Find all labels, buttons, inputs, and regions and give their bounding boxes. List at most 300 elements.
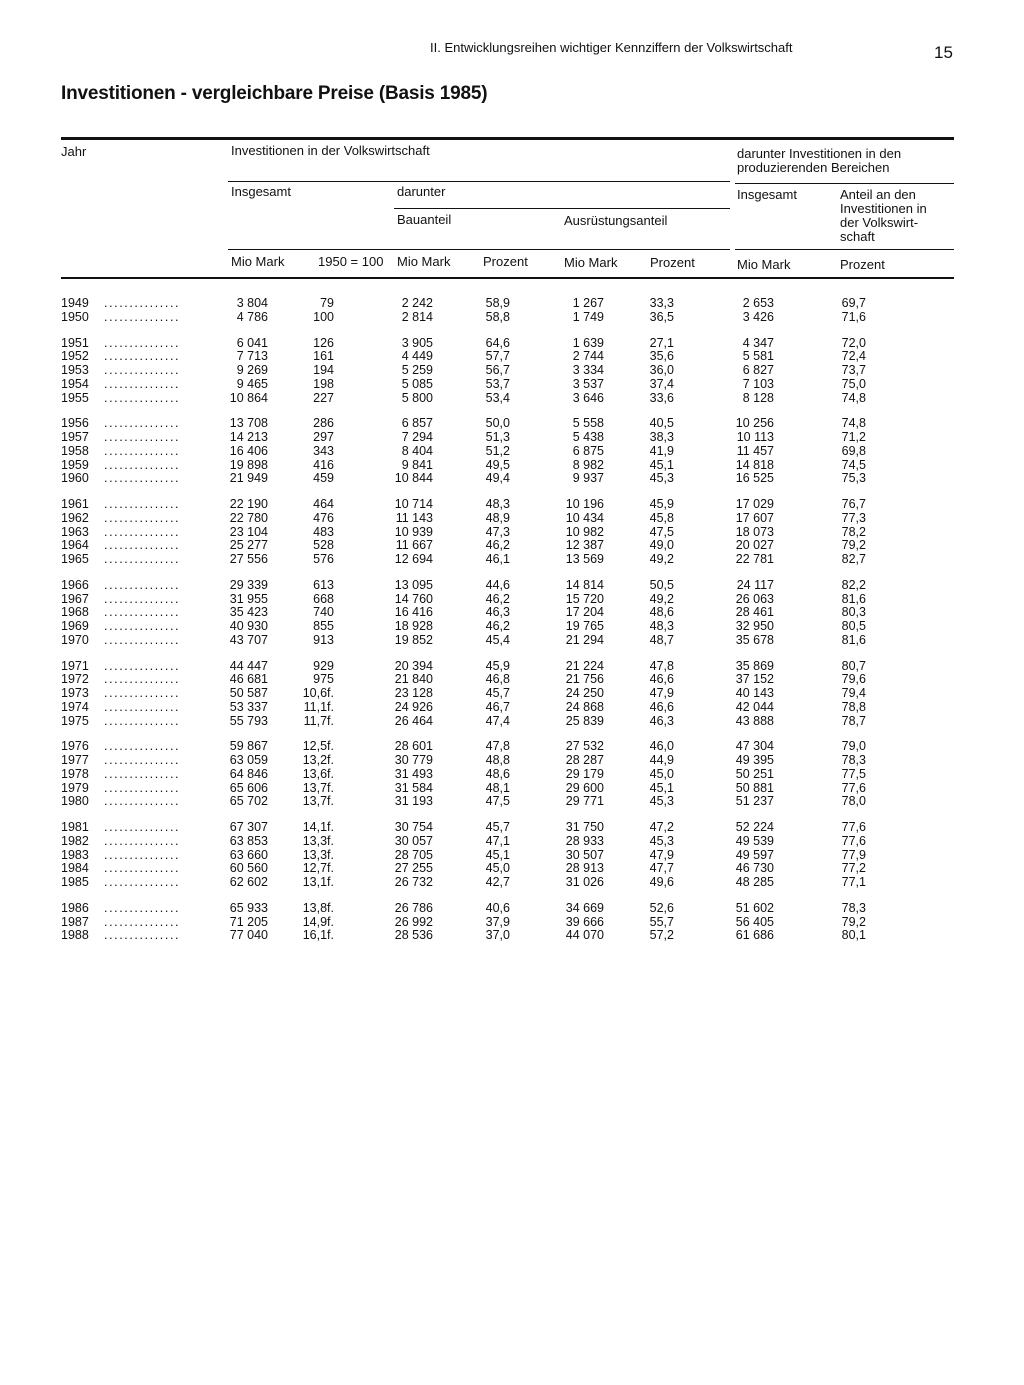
- cell-investitionen-insgesamt: 43 707: [229, 632, 268, 647]
- cell-bauanteil-prozent: 45,7: [485, 820, 510, 834]
- table-row: [0, 336, 1024, 350]
- table-row: [0, 349, 1024, 363]
- cell-investitionen-insgesamt: 77 040: [229, 928, 268, 943]
- cell-ausruestung-prozent: 45,3: [649, 833, 674, 848]
- cell-year: 1969: [61, 619, 89, 633]
- cell-bauanteil-prozent: 48,1: [485, 780, 510, 795]
- cell-produzierend-insgesamt: 4 347: [742, 335, 774, 350]
- unit-mio-mark-4: Mio Mark: [737, 257, 791, 272]
- cell-ausruestung-prozent: 45,1: [649, 457, 674, 472]
- cell-year: 1967: [61, 591, 89, 606]
- cell-anteil-prozent: 74,8: [841, 390, 866, 405]
- cell-year: 1976: [61, 739, 89, 754]
- cell-produzierend-insgesamt: 16 525: [735, 471, 774, 486]
- cell-ausruestung-mio: 21 224: [565, 658, 604, 673]
- cell-bauanteil-mio: 11 667: [395, 538, 433, 553]
- cell-bauanteil-prozent: 50,0: [485, 416, 510, 431]
- cell-year: 1975: [61, 713, 89, 728]
- table-row: [0, 363, 1024, 377]
- leader-dots: ...............: [104, 794, 181, 809]
- cell-ausruestung-mio: 1 639: [572, 335, 604, 350]
- cell-produzierend-insgesamt: 37 152: [735, 672, 774, 687]
- cell-bauanteil-mio: 2 242: [401, 296, 433, 310]
- leader-dots: ...............: [104, 457, 181, 472]
- cell-investitionen-insgesamt: 65 606: [229, 780, 268, 795]
- cell-ausruestung-mio: 31 026: [565, 875, 604, 889]
- cell-produzierend-insgesamt: 14 818: [735, 457, 774, 472]
- cell-ausruestung-prozent: 55,7: [649, 914, 674, 929]
- cell-anteil-prozent: 75,3: [841, 471, 866, 486]
- cell-bauanteil-mio: 30 779: [394, 753, 433, 767]
- cell-investitionen-insgesamt: 35 423: [229, 605, 268, 620]
- cell-year: 1952: [61, 349, 89, 364]
- header-anteil-line2: Investitionen in: [840, 201, 927, 216]
- cell-anteil-prozent: 80,1: [841, 928, 866, 943]
- cell-ausruestung-mio: 10 196: [565, 497, 604, 511]
- cell-bauanteil-mio: 9 841: [401, 457, 433, 472]
- cell-anteil-prozent: 77,5: [841, 766, 866, 781]
- cell-produzierend-insgesamt: 47 304: [735, 739, 774, 754]
- table-row: [0, 578, 1024, 592]
- leader-dots: ...............: [104, 363, 181, 377]
- leader-dots: ...............: [104, 847, 181, 862]
- cell-ausruestung-prozent: 46,3: [649, 713, 674, 728]
- table-row: [0, 834, 1024, 848]
- table-row: [0, 848, 1024, 862]
- cell-anteil-prozent: 74,5: [841, 457, 866, 472]
- cell-produzierend-insgesamt: 28 461: [735, 605, 774, 620]
- running-header: II. Entwicklungsreihen wichtiger Kennziffern der Volkswirtschaft: [430, 40, 793, 55]
- table-row: [0, 416, 1024, 430]
- cell-year: 1972: [61, 672, 89, 687]
- cell-ausruestung-mio: 5 438: [572, 430, 604, 444]
- cell-index-1950: 126: [313, 335, 334, 350]
- cell-investitionen-insgesamt: 31 955: [229, 591, 268, 606]
- cell-index-1950: 10,6f.: [302, 686, 334, 700]
- leader-dots: ...............: [104, 686, 181, 700]
- cell-year: 1951: [61, 335, 89, 350]
- header-bauanteil: Bauanteil: [397, 212, 452, 227]
- cell-anteil-prozent: 77,6: [841, 833, 866, 848]
- cell-ausruestung-mio: 14 814: [565, 577, 604, 592]
- cell-investitionen-insgesamt: 63 059: [229, 753, 268, 767]
- cell-ausruestung-prozent: 47,5: [649, 524, 674, 539]
- cell-ausruestung-mio: 39 666: [565, 914, 604, 929]
- cell-bauanteil-mio: 10 844: [394, 471, 433, 486]
- cell-anteil-prozent: 77,6: [841, 780, 866, 795]
- cell-investitionen-insgesamt: 6 041: [236, 335, 268, 350]
- header-jahr: Jahr: [61, 144, 87, 159]
- cell-bauanteil-mio: 20 394: [394, 658, 433, 673]
- leader-dots: ...............: [104, 619, 181, 633]
- table-row: [0, 672, 1024, 686]
- table-row: [0, 430, 1024, 444]
- cell-anteil-prozent: 77,6: [841, 820, 866, 834]
- cell-produzierend-insgesamt: 52 224: [735, 820, 774, 834]
- cell-bauanteil-prozent: 47,4: [485, 713, 510, 728]
- header-anteil-line4: schaft: [840, 229, 875, 244]
- cell-index-1950: 613: [313, 577, 334, 592]
- cell-bauanteil-prozent: 51,3: [485, 430, 510, 444]
- cell-investitionen-insgesamt: 23 104: [229, 524, 268, 539]
- cell-ausruestung-prozent: 49,6: [649, 875, 674, 889]
- cell-investitionen-insgesamt: 44 447: [229, 658, 268, 673]
- cell-year: 1958: [61, 443, 89, 458]
- cell-ausruestung-prozent: 48,7: [649, 632, 674, 647]
- cell-anteil-prozent: 78,3: [841, 753, 866, 767]
- cell-produzierend-insgesamt: 8 128: [742, 390, 774, 405]
- cell-anteil-prozent: 71,6: [841, 309, 866, 324]
- cell-year: 1959: [61, 457, 89, 472]
- cell-ausruestung-mio: 44 070: [565, 928, 604, 943]
- cell-index-1950: 198: [313, 376, 334, 391]
- cell-year: 1983: [61, 847, 89, 862]
- cell-investitionen-insgesamt: 4 786: [236, 309, 268, 324]
- cell-index-1950: 13,1f.: [302, 875, 334, 889]
- cell-bauanteil-mio: 31 584: [394, 780, 433, 795]
- cell-index-1950: 13,7f.: [302, 780, 334, 795]
- cell-produzierend-insgesamt: 51 237: [735, 794, 774, 809]
- cell-year: 1949: [61, 296, 89, 310]
- leader-dots: ...............: [104, 577, 181, 592]
- cell-ausruestung-prozent: 45,0: [649, 766, 674, 781]
- cell-index-1950: 12,5f.: [302, 739, 334, 754]
- leader-dots: ...............: [104, 780, 181, 795]
- table-row: [0, 619, 1024, 633]
- table-row: [0, 605, 1024, 619]
- cell-investitionen-insgesamt: 29 339: [229, 577, 268, 592]
- cell-bauanteil-mio: 2 814: [401, 309, 433, 324]
- cell-investitionen-insgesamt: 46 681: [229, 672, 268, 687]
- header-ausruestungsanteil: Ausrüstungsanteil: [564, 213, 668, 228]
- cell-bauanteil-prozent: 46,2: [485, 591, 510, 606]
- cell-anteil-prozent: 78,2: [841, 524, 866, 539]
- cell-index-1950: 975: [313, 672, 334, 687]
- cell-bauanteil-prozent: 44,6: [485, 577, 510, 592]
- cell-ausruestung-prozent: 57,2: [649, 928, 674, 943]
- cell-index-1950: 13,7f.: [302, 794, 334, 809]
- cell-ausruestung-prozent: 45,1: [649, 780, 674, 795]
- cell-investitionen-insgesamt: 53 337: [229, 699, 268, 714]
- cell-bauanteil-prozent: 49,4: [485, 471, 510, 486]
- table-header-bottom-rule: [61, 277, 954, 279]
- leader-dots: ...............: [104, 538, 181, 553]
- unit-prozent-2: Prozent: [650, 255, 695, 270]
- cell-ausruestung-mio: 27 532: [565, 739, 604, 754]
- cell-bauanteil-mio: 28 705: [394, 847, 433, 862]
- table-row: [0, 659, 1024, 673]
- cell-index-1950: 740: [313, 605, 334, 620]
- cell-year: 1957: [61, 430, 89, 444]
- cell-investitionen-insgesamt: 62 602: [229, 875, 268, 889]
- cell-investitionen-insgesamt: 10 864: [229, 390, 268, 405]
- cell-bauanteil-mio: 26 732: [394, 875, 433, 889]
- cell-bauanteil-mio: 26 992: [394, 914, 433, 929]
- cell-year: 1964: [61, 538, 89, 553]
- header-darunter: darunter: [397, 184, 446, 199]
- cell-bauanteil-prozent: 37,9: [485, 914, 510, 929]
- cell-produzierend-insgesamt: 2 653: [742, 296, 774, 310]
- leader-dots: ...............: [104, 914, 181, 929]
- cell-ausruestung-prozent: 33,3: [649, 296, 674, 310]
- table-row: [0, 875, 1024, 889]
- cell-ausruestung-mio: 19 765: [565, 619, 604, 633]
- cell-investitionen-insgesamt: 65 933: [229, 900, 268, 915]
- cell-bauanteil-prozent: 46,2: [485, 619, 510, 633]
- cell-bauanteil-mio: 18 928: [394, 619, 433, 633]
- cell-ausruestung-prozent: 47,7: [649, 861, 674, 876]
- cell-bauanteil-mio: 28 601: [394, 739, 433, 754]
- cell-ausruestung-prozent: 37,4: [649, 376, 674, 391]
- cell-anteil-prozent: 71,2: [841, 430, 866, 444]
- table-row: [0, 444, 1024, 458]
- cell-year: 1966: [61, 577, 89, 592]
- leader-dots: ...............: [104, 833, 181, 848]
- cell-ausruestung-prozent: 48,6: [649, 605, 674, 620]
- cell-anteil-prozent: 82,7: [841, 552, 866, 566]
- cell-ausruestung-mio: 13 569: [565, 552, 604, 566]
- cell-investitionen-insgesamt: 64 846: [229, 766, 268, 781]
- cell-anteil-prozent: 78,0: [841, 794, 866, 809]
- cell-bauanteil-mio: 30 754: [394, 820, 433, 834]
- cell-ausruestung-mio: 10 434: [565, 510, 604, 525]
- rule-under-darunter: [394, 208, 730, 209]
- table-row: [0, 552, 1024, 566]
- cell-produzierend-insgesamt: 50 881: [735, 780, 774, 795]
- cell-anteil-prozent: 78,8: [841, 699, 866, 714]
- cell-ausruestung-mio: 6 875: [572, 443, 604, 458]
- table-row: [0, 633, 1024, 647]
- cell-bauanteil-mio: 31 493: [394, 766, 433, 781]
- cell-produzierend-insgesamt: 50 251: [735, 766, 774, 781]
- cell-index-1950: 14,1f.: [302, 820, 334, 834]
- cell-bauanteil-prozent: 48,3: [485, 497, 510, 511]
- rule-under-volkswirtschaft: [228, 181, 730, 182]
- cell-year: 1960: [61, 471, 89, 486]
- cell-index-1950: 929: [313, 658, 334, 673]
- cell-bauanteil-prozent: 56,7: [485, 363, 510, 377]
- leader-dots: ...............: [104, 875, 181, 889]
- table-row: [0, 686, 1024, 700]
- header-produzierend-line1: darunter Investitionen in den: [737, 146, 902, 161]
- leader-dots: ...............: [104, 335, 181, 350]
- cell-bauanteil-mio: 30 057: [394, 833, 433, 848]
- cell-year: 1971: [61, 658, 89, 673]
- cell-investitionen-insgesamt: 65 702: [229, 794, 268, 809]
- cell-year: 1962: [61, 510, 89, 525]
- cell-ausruestung-prozent: 35,6: [649, 349, 674, 364]
- cell-ausruestung-prozent: 45,3: [649, 471, 674, 486]
- leader-dots: ...............: [104, 390, 181, 405]
- cell-index-1950: 13,3f.: [302, 847, 334, 862]
- cell-index-1950: 194: [313, 363, 334, 377]
- table-row: [0, 391, 1024, 405]
- cell-ausruestung-prozent: 44,9: [649, 753, 674, 767]
- leader-dots: ...............: [104, 376, 181, 391]
- cell-year: 1970: [61, 632, 89, 647]
- cell-ausruestung-mio: 25 839: [565, 713, 604, 728]
- table-row: [0, 296, 1024, 310]
- cell-year: 1950: [61, 309, 89, 324]
- cell-anteil-prozent: 72,0: [841, 335, 866, 350]
- table-row: [0, 901, 1024, 915]
- cell-bauanteil-mio: 12 694: [394, 552, 433, 566]
- cell-anteil-prozent: 81,6: [841, 591, 866, 606]
- cell-bauanteil-prozent: 37,0: [485, 928, 510, 943]
- cell-produzierend-insgesamt: 26 063: [735, 591, 774, 606]
- cell-bauanteil-mio: 5 800: [401, 390, 433, 405]
- leader-dots: ...............: [104, 658, 181, 673]
- page-title: Investitionen - vergleichbare Preise (Basis 1985): [61, 83, 488, 104]
- cell-index-1950: 161: [313, 349, 334, 364]
- cell-investitionen-insgesamt: 50 587: [229, 686, 268, 700]
- cell-ausruestung-mio: 3 334: [572, 363, 604, 377]
- cell-ausruestung-mio: 9 937: [572, 471, 604, 486]
- cell-bauanteil-mio: 3 905: [401, 335, 433, 350]
- cell-produzierend-insgesamt: 35 869: [735, 658, 774, 673]
- header-volkswirtschaft: Investitionen in der Volkswirtschaft: [231, 143, 430, 158]
- cell-anteil-prozent: 69,7: [841, 296, 866, 310]
- cell-index-1950: 343: [313, 443, 334, 458]
- cell-anteil-prozent: 76,7: [841, 497, 866, 511]
- table-row: [0, 753, 1024, 767]
- cell-anteil-prozent: 80,7: [841, 658, 866, 673]
- cell-year: 1955: [61, 390, 89, 405]
- table-row: [0, 915, 1024, 929]
- cell-bauanteil-mio: 11 143: [395, 510, 433, 525]
- cell-index-1950: 13,6f.: [302, 766, 334, 781]
- cell-ausruestung-mio: 24 250: [565, 686, 604, 700]
- cell-bauanteil-prozent: 46,8: [485, 672, 510, 687]
- cell-produzierend-insgesamt: 32 950: [735, 619, 774, 633]
- cell-ausruestung-prozent: 47,2: [649, 820, 674, 834]
- cell-produzierend-insgesamt: 20 027: [735, 538, 774, 553]
- leader-dots: ...............: [104, 632, 181, 647]
- cell-index-1950: 483: [313, 524, 334, 539]
- cell-ausruestung-mio: 28 933: [565, 833, 604, 848]
- cell-bauanteil-prozent: 47,1: [485, 833, 510, 848]
- cell-bauanteil-prozent: 42,7: [485, 875, 510, 889]
- cell-produzierend-insgesamt: 49 539: [735, 833, 774, 848]
- cell-investitionen-insgesamt: 60 560: [229, 861, 268, 876]
- cell-ausruestung-mio: 10 982: [565, 524, 604, 539]
- rule-above-units-left: [228, 249, 730, 250]
- cell-ausruestung-prozent: 50,5: [649, 577, 674, 592]
- table-row: [0, 525, 1024, 539]
- leader-dots: ...............: [104, 713, 181, 728]
- cell-ausruestung-prozent: 46,6: [649, 672, 674, 687]
- leader-dots: ...............: [104, 430, 181, 444]
- cell-anteil-prozent: 77,1: [841, 875, 866, 889]
- cell-produzierend-insgesamt: 35 678: [735, 632, 774, 647]
- leader-dots: ...............: [104, 900, 181, 915]
- cell-ausruestung-prozent: 46,6: [649, 699, 674, 714]
- table-row: [0, 794, 1024, 808]
- cell-year: 1953: [61, 363, 89, 377]
- cell-bauanteil-mio: 26 786: [394, 900, 433, 915]
- cell-year: 1965: [61, 552, 89, 566]
- table-row: [0, 310, 1024, 324]
- cell-year: 1978: [61, 766, 89, 781]
- table-row: [0, 471, 1024, 485]
- cell-index-1950: 459: [313, 471, 334, 486]
- leader-dots: ...............: [104, 309, 181, 324]
- cell-investitionen-insgesamt: 59 867: [229, 739, 268, 754]
- cell-investitionen-insgesamt: 67 307: [229, 820, 268, 834]
- cell-index-1950: 100: [313, 309, 334, 324]
- cell-ausruestung-mio: 29 600: [565, 780, 604, 795]
- table-row: [0, 820, 1024, 834]
- cell-anteil-prozent: 77,3: [841, 510, 866, 525]
- cell-anteil-prozent: 69,8: [841, 443, 866, 458]
- cell-anteil-prozent: 79,4: [841, 686, 866, 700]
- cell-ausruestung-mio: 31 750: [565, 820, 604, 834]
- cell-year: 1954: [61, 376, 89, 391]
- cell-produzierend-insgesamt: 3 426: [742, 309, 774, 324]
- cell-bauanteil-prozent: 40,6: [485, 900, 510, 915]
- cell-bauanteil-mio: 5 085: [401, 376, 433, 391]
- cell-ausruestung-mio: 30 507: [565, 847, 604, 862]
- cell-index-1950: 464: [313, 497, 334, 511]
- cell-ausruestung-mio: 28 287: [565, 753, 604, 767]
- cell-anteil-prozent: 82,2: [841, 577, 866, 592]
- leader-dots: ...............: [104, 443, 181, 458]
- cell-year: 1979: [61, 780, 89, 795]
- cell-ausruestung-mio: 3 646: [572, 390, 604, 405]
- cell-anteil-prozent: 78,3: [841, 900, 866, 915]
- cell-ausruestung-prozent: 33,6: [649, 390, 674, 405]
- cell-year: 1977: [61, 753, 89, 767]
- cell-ausruestung-mio: 1 749: [572, 309, 604, 324]
- cell-bauanteil-prozent: 64,6: [485, 335, 510, 350]
- cell-bauanteil-prozent: 46,7: [485, 699, 510, 714]
- cell-ausruestung-prozent: 47,8: [649, 658, 674, 673]
- table-row: [0, 497, 1024, 511]
- cell-anteil-prozent: 75,0: [841, 376, 866, 391]
- cell-investitionen-insgesamt: 19 898: [229, 457, 268, 472]
- cell-ausruestung-prozent: 45,9: [649, 497, 674, 511]
- cell-bauanteil-mio: 5 259: [401, 363, 433, 377]
- unit-prozent-1: Prozent: [483, 254, 528, 269]
- cell-bauanteil-mio: 21 840: [394, 672, 433, 687]
- cell-year: 1985: [61, 875, 89, 889]
- leader-dots: ...............: [104, 349, 181, 364]
- leader-dots: ...............: [104, 739, 181, 754]
- cell-ausruestung-prozent: 47,9: [649, 686, 674, 700]
- cell-index-1950: 286: [313, 416, 334, 431]
- cell-year: 1980: [61, 794, 89, 809]
- cell-bauanteil-prozent: 45,9: [485, 658, 510, 673]
- cell-bauanteil-prozent: 45,0: [485, 861, 510, 876]
- cell-bauanteil-prozent: 53,7: [485, 376, 510, 391]
- cell-anteil-prozent: 77,2: [841, 861, 866, 876]
- cell-bauanteil-mio: 10 714: [394, 497, 433, 511]
- leader-dots: ...............: [104, 753, 181, 767]
- table-row: [0, 377, 1024, 391]
- cell-produzierend-insgesamt: 17 607: [735, 510, 774, 525]
- cell-investitionen-insgesamt: 63 853: [229, 833, 268, 848]
- cell-year: 1984: [61, 861, 89, 876]
- cell-anteil-prozent: 79,2: [841, 538, 866, 553]
- cell-bauanteil-prozent: 58,9: [485, 296, 510, 310]
- cell-bauanteil-mio: 19 852: [394, 632, 433, 647]
- cell-bauanteil-mio: 27 255: [394, 861, 433, 876]
- cell-ausruestung-prozent: 40,5: [649, 416, 674, 431]
- cell-anteil-prozent: 73,7: [841, 363, 866, 377]
- cell-bauanteil-mio: 24 926: [394, 699, 433, 714]
- cell-anteil-prozent: 81,6: [841, 632, 866, 647]
- rule-under-produzierend: [735, 183, 954, 184]
